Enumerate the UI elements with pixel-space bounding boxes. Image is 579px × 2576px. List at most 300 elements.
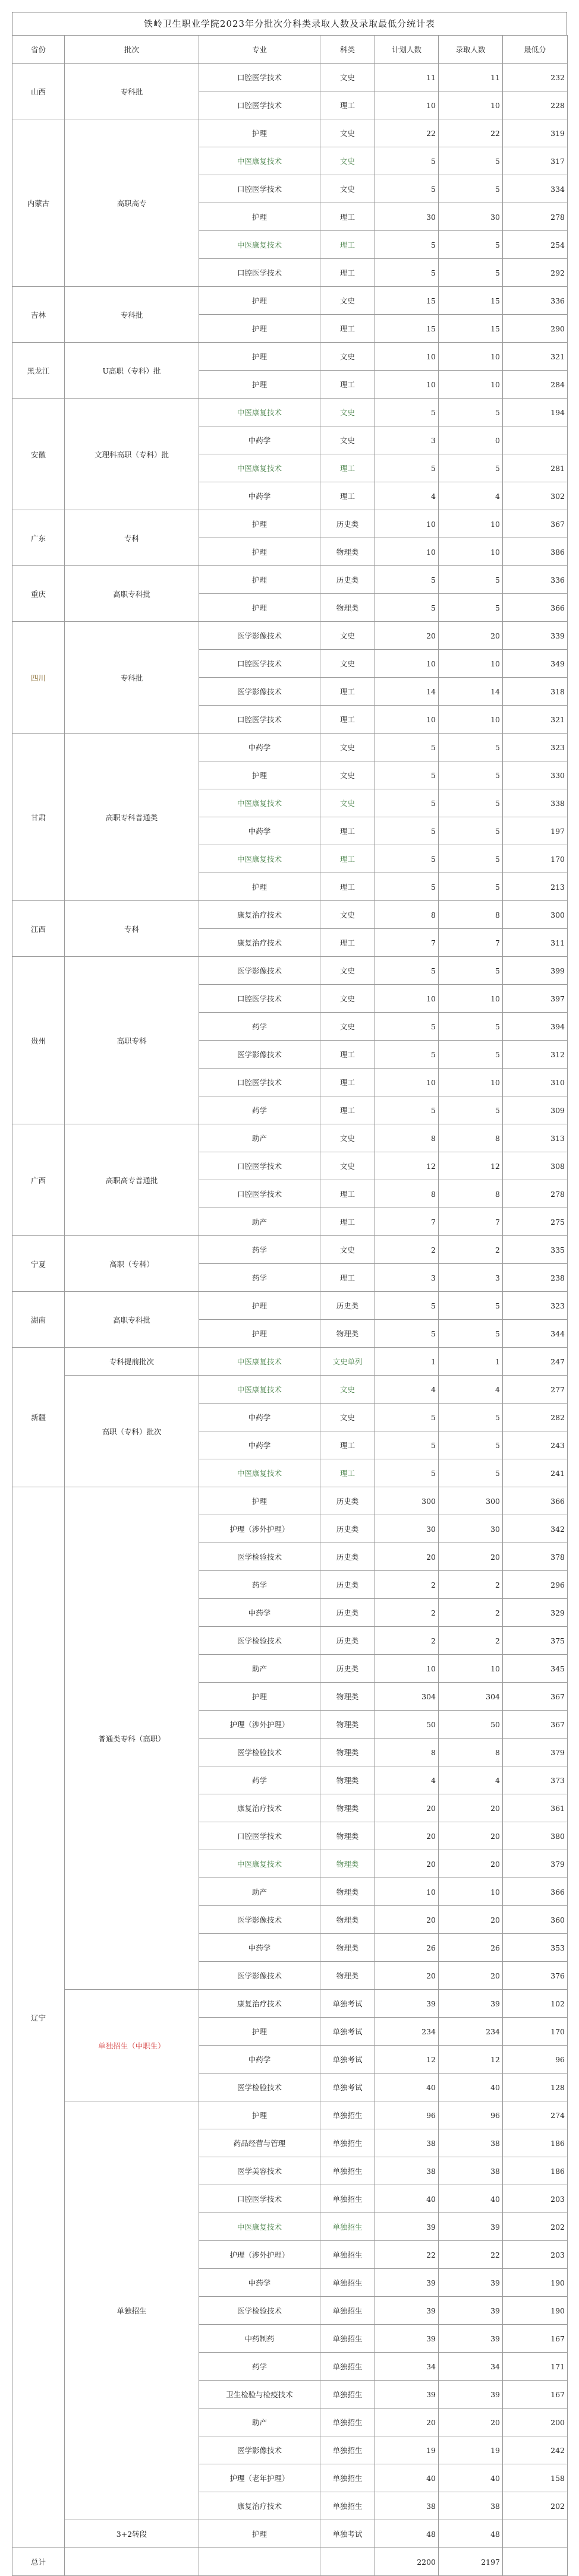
min-score-cell: 96 [503,2046,568,2074]
plan-count-cell: 7 [375,1208,439,1236]
category-cell: 文史 [320,985,375,1013]
plan-count-cell: 5 [375,175,439,203]
admitted-count-cell: 8 [439,1180,503,1208]
admitted-count-cell: 40 [439,2464,503,2492]
major-cell: 中药学 [199,734,320,761]
min-score-cell: 349 [503,650,568,678]
admitted-count-cell: 96 [439,2101,503,2129]
plan-count-cell: 5 [375,231,439,259]
category-cell: 单独招生 [320,2269,375,2297]
admitted-count-cell: 5 [439,1320,503,1348]
plan-count-cell: 20 [375,1543,439,1571]
plan-count-cell: 8 [375,1124,439,1152]
admitted-count-cell: 5 [439,1292,503,1320]
major-cell: 医学检验技术 [199,1543,320,1571]
plan-count-cell: 10 [375,1878,439,1906]
major-cell: 口腔医学技术 [199,2185,320,2213]
min-score-cell: 128 [503,2074,568,2101]
plan-count-cell: 5 [375,566,439,594]
major-cell: 口腔医学技术 [199,1152,320,1180]
min-score-cell: 300 [503,901,568,929]
category-cell: 理工 [320,1264,375,1292]
major-cell: 中医康复技术 [199,845,320,873]
admitted-count-cell: 50 [439,1711,503,1739]
plan-count-cell: 5 [375,734,439,761]
category-cell: 物理类 [320,1711,375,1739]
category-cell: 历史类 [320,1627,375,1655]
plan-count-cell: 5 [375,761,439,789]
plan-count-cell: 39 [375,2213,439,2241]
major-cell: 护理 [199,1292,320,1320]
plan-count-cell: 38 [375,2492,439,2520]
plan-count-cell: 39 [375,2297,439,2325]
plan-count-cell: 5 [375,399,439,426]
min-score-cell: 277 [503,1376,568,1404]
min-score-cell: 321 [503,343,568,371]
category-cell: 历史类 [320,510,375,538]
major-cell: 康复治疗技术 [199,1990,320,2018]
batch-cell: 专科批 [65,287,199,343]
admitted-count-cell: 10 [439,538,503,566]
admitted-count-cell: 38 [439,2157,503,2185]
admitted-count-cell: 5 [439,1013,503,1041]
min-score-cell: 238 [503,1264,568,1292]
min-score-cell: 317 [503,147,568,175]
major-cell: 口腔医学技术 [199,650,320,678]
major-cell: 卫生检验与检疫技术 [199,2381,320,2409]
major-cell: 口腔医学技术 [199,1180,320,1208]
category-cell: 物理类 [320,1906,375,1934]
min-score-cell: 190 [503,2297,568,2325]
min-score-cell: 200 [503,2409,568,2436]
table-row [12,734,568,761]
min-score-cell: 323 [503,734,568,761]
major-cell: 护理 [199,371,320,399]
total-empty-cell [199,2548,320,2576]
min-score-cell: 282 [503,1404,568,1431]
admitted-count-cell: 10 [439,510,503,538]
admitted-count-cell: 0 [439,426,503,454]
min-score-cell: 361 [503,1794,568,1822]
plan-count-cell: 5 [375,1292,439,1320]
min-score-cell: 397 [503,985,568,1013]
major-cell: 口腔医学技术 [199,985,320,1013]
admitted-count-cell: 22 [439,2241,503,2269]
category-cell: 理工 [320,678,375,706]
min-score-cell: 399 [503,957,568,985]
plan-count-cell: 14 [375,678,439,706]
table-row [12,2520,568,2548]
plan-count-cell: 3 [375,426,439,454]
category-cell: 单独招生 [320,2464,375,2492]
plan-count-cell: 22 [375,2241,439,2269]
major-cell: 护理（老年护理） [199,2464,320,2492]
major-cell: 口腔医学技术 [199,259,320,287]
province-cell: 吉林 [12,287,65,343]
plan-count-cell: 2 [375,1599,439,1627]
plan-count-cell: 5 [375,1459,439,1487]
major-cell: 中药学 [199,1404,320,1431]
min-score-cell: 243 [503,1431,568,1459]
category-cell: 文史 [320,622,375,650]
total-empty-cell [503,2548,568,2576]
plan-count-cell: 10 [375,985,439,1013]
min-score-cell: 310 [503,1069,568,1096]
min-score-cell: 379 [503,1739,568,1766]
category-cell: 物理类 [320,1822,375,1850]
admitted-count-cell: 5 [439,1096,503,1124]
plan-count-cell: 5 [375,789,439,817]
min-score-cell: 242 [503,2436,568,2464]
category-cell: 单独考试 [320,1990,375,2018]
category-cell: 理工 [320,203,375,231]
admitted-count-cell: 20 [439,1962,503,1990]
plan-count-cell: 5 [375,1013,439,1041]
category-cell: 理工 [320,1041,375,1069]
header-category: 科类 [320,36,375,64]
table-row [12,343,568,371]
category-cell: 物理类 [320,1683,375,1711]
min-score-cell: 232 [503,64,568,91]
admitted-count-cell: 5 [439,734,503,761]
plan-count-cell: 4 [375,1376,439,1404]
min-score-cell: 202 [503,2492,568,2520]
min-score-cell: 213 [503,873,568,901]
table-row [12,1376,568,1404]
province-cell: 贵州 [12,957,65,1124]
min-score-cell: 380 [503,1822,568,1850]
province-cell: 内蒙古 [12,119,65,287]
admitted-count-cell: 10 [439,706,503,734]
major-cell: 中药学 [199,2046,320,2074]
admitted-count-cell: 26 [439,1934,503,1962]
major-cell: 护理 [199,343,320,371]
admitted-count-cell: 10 [439,371,503,399]
admitted-count-cell: 40 [439,2185,503,2213]
plan-count-cell: 12 [375,2046,439,2074]
min-score-cell: 353 [503,1934,568,1962]
header-province: 省份 [12,36,65,64]
category-cell: 历史类 [320,566,375,594]
plan-count-cell: 39 [375,1990,439,2018]
admitted-count-cell: 40 [439,2074,503,2101]
major-cell: 中药学 [199,426,320,454]
batch-cell: 高职专科普通类 [65,734,199,901]
admitted-count-cell: 5 [439,454,503,482]
admitted-count-cell: 5 [439,566,503,594]
category-cell: 理工 [320,315,375,343]
min-score-cell: 367 [503,1683,568,1711]
admitted-count-cell: 5 [439,957,503,985]
min-score-cell: 296 [503,1571,568,1599]
major-cell: 医学影像技术 [199,957,320,985]
admitted-count-cell: 20 [439,1850,503,1878]
admitted-count-cell: 20 [439,2409,503,2436]
admitted-count-cell: 5 [439,789,503,817]
plan-count-cell: 39 [375,2381,439,2409]
category-cell: 文史 [320,789,375,817]
category-cell: 理工 [320,929,375,957]
batch-cell: 文理科高职（专科）批 [65,399,199,510]
min-score-cell: 302 [503,482,568,510]
major-cell: 医学影像技术 [199,622,320,650]
table-row [12,399,568,426]
plan-count-cell: 5 [375,1096,439,1124]
province-cell: 黑龙江 [12,343,65,399]
min-score-cell: 375 [503,1627,568,1655]
admitted-count-cell: 5 [439,1431,503,1459]
min-score-cell: 336 [503,287,568,315]
major-cell: 中药学 [199,1599,320,1627]
header-batch: 批次 [65,36,199,64]
category-cell: 单独招生 [320,2492,375,2520]
plan-count-cell: 40 [375,2074,439,2101]
category-cell: 文史 [320,175,375,203]
table-row [12,64,568,91]
min-score-cell: 194 [503,399,568,426]
category-cell: 单独考试 [320,2046,375,2074]
category-cell: 物理类 [320,1766,375,1794]
admitted-count-cell: 5 [439,1404,503,1431]
min-score-cell: 247 [503,1348,568,1376]
category-cell: 物理类 [320,1962,375,1990]
min-score-cell: 309 [503,1096,568,1124]
category-cell: 文史 [320,761,375,789]
plan-count-cell: 15 [375,315,439,343]
admitted-count-cell: 304 [439,1683,503,1711]
category-cell: 文史 [320,399,375,426]
header-min-score: 最低分 [503,36,568,64]
major-cell: 药学 [199,1571,320,1599]
major-cell: 医学影像技术 [199,2436,320,2464]
province-cell: 山西 [12,64,65,119]
batch-cell: 专科批 [65,64,199,119]
admitted-count-cell: 10 [439,1069,503,1096]
header-plan-count: 计划人数 [375,36,439,64]
category-cell: 历史类 [320,1655,375,1683]
major-cell: 护理（涉外护理） [199,2241,320,2269]
min-score-cell: 376 [503,1962,568,1990]
plan-count-cell: 10 [375,343,439,371]
category-cell: 文史 [320,1236,375,1264]
major-cell: 药品经营与管理 [199,2129,320,2157]
major-cell: 护理 [199,203,320,231]
major-cell: 康复治疗技术 [199,1794,320,1822]
plan-count-cell: 234 [375,2018,439,2046]
province-cell: 广西 [12,1124,65,1236]
category-cell: 历史类 [320,1487,375,1515]
category-cell: 物理类 [320,594,375,622]
admitted-count-cell: 39 [439,2381,503,2409]
major-cell: 护理 [199,1320,320,1348]
admitted-count-cell: 5 [439,1459,503,1487]
admitted-count-cell: 39 [439,2297,503,2325]
batch-cell: 专科 [65,901,199,957]
batch-cell: 高职专科批 [65,566,199,622]
category-cell: 单独招生 [320,2129,375,2157]
province-cell: 重庆 [12,566,65,622]
plan-count-cell: 5 [375,259,439,287]
admitted-count-cell: 2 [439,1236,503,1264]
category-cell: 单独招生 [320,2409,375,2436]
major-cell: 康复治疗技术 [199,2492,320,2520]
admitted-count-cell: 14 [439,678,503,706]
min-score-cell: 274 [503,2101,568,2129]
min-score-cell: 203 [503,2185,568,2213]
min-score-cell: 335 [503,1236,568,1264]
major-cell: 助产 [199,1878,320,1906]
min-score-cell: 278 [503,203,568,231]
admitted-count-cell: 20 [439,622,503,650]
admitted-count-cell: 5 [439,845,503,873]
category-cell: 物理类 [320,1320,375,1348]
table-row [12,1236,568,1264]
min-score-cell: 202 [503,2213,568,2241]
min-score-cell: 338 [503,789,568,817]
table-row [12,1292,568,1320]
min-score-cell: 342 [503,1515,568,1543]
major-cell: 中药学 [199,817,320,845]
province-cell: 江西 [12,901,65,957]
major-cell: 助产 [199,2409,320,2436]
province-cell: 新疆 [12,1348,65,1487]
admitted-count-cell: 300 [439,1487,503,1515]
plan-count-cell: 7 [375,929,439,957]
major-cell: 医学检验技术 [199,2297,320,2325]
admitted-count-cell: 4 [439,1376,503,1404]
table-row [12,287,568,315]
category-cell: 理工 [320,845,375,873]
plan-count-cell: 3 [375,1264,439,1292]
province-cell: 辽宁 [12,1487,65,2548]
table-row [12,901,568,929]
category-cell: 文史 [320,650,375,678]
min-score-cell: 373 [503,1766,568,1794]
min-score-cell: 339 [503,622,568,650]
category-cell: 文史 [320,343,375,371]
plan-count-cell: 34 [375,2353,439,2381]
major-cell: 中医康复技术 [199,147,320,175]
min-score-cell: 318 [503,678,568,706]
major-cell: 中医康复技术 [199,1459,320,1487]
category-cell: 单独招生 [320,2157,375,2185]
major-cell: 医学影像技术 [199,1962,320,1990]
plan-count-cell: 26 [375,1934,439,1962]
category-cell: 理工 [320,259,375,287]
admitted-count-cell: 38 [439,2492,503,2520]
table-row [12,2101,568,2129]
min-score-cell: 367 [503,510,568,538]
major-cell: 口腔医学技术 [199,1069,320,1096]
category-cell: 文史 [320,426,375,454]
province-cell: 湖南 [12,1292,65,1348]
plan-count-cell: 2 [375,1236,439,1264]
category-cell: 文史 [320,1404,375,1431]
header-major: 专业 [199,36,320,64]
plan-count-cell: 20 [375,622,439,650]
major-cell: 中药学 [199,482,320,510]
min-score-cell: 186 [503,2157,568,2185]
plan-count-cell: 40 [375,2464,439,2492]
major-cell: 护理（涉外护理） [199,1711,320,1739]
plan-count-cell: 5 [375,1041,439,1069]
total-empty-cell [65,2548,199,2576]
plan-count-cell: 5 [375,845,439,873]
table-row [12,622,568,650]
admitted-count-cell: 12 [439,1152,503,1180]
major-cell: 助产 [199,1208,320,1236]
admitted-count-cell: 7 [439,1208,503,1236]
admitted-count-cell: 48 [439,2520,503,2548]
document-page [12,12,567,2576]
table-footer [12,2548,568,2576]
category-cell: 单独招生 [320,2101,375,2129]
category-cell: 物理类 [320,1794,375,1822]
major-cell: 护理 [199,1487,320,1515]
admitted-count-cell: 5 [439,231,503,259]
major-cell: 康复治疗技术 [199,901,320,929]
min-score-cell: 170 [503,2018,568,2046]
table-body [12,64,568,2548]
major-cell: 中医康复技术 [199,1850,320,1878]
category-cell: 理工 [320,1459,375,1487]
header-admitted-count: 录取人数 [439,36,503,64]
plan-count-cell: 10 [375,1069,439,1096]
major-cell: 口腔医学技术 [199,1822,320,1850]
major-cell: 医学检验技术 [199,2074,320,2101]
category-cell: 单独考试 [320,2018,375,2046]
plan-count-cell: 20 [375,1962,439,1990]
min-score-cell: 334 [503,175,568,203]
batch-cell: 专科 [65,510,199,566]
batch-cell: 单独招生 [65,2101,199,2520]
min-score-cell: 311 [503,929,568,957]
plan-count-cell: 19 [375,2436,439,2464]
plan-count-cell: 300 [375,1487,439,1515]
admission-table [12,35,568,2576]
admitted-count-cell: 3 [439,1264,503,1292]
min-score-cell: 254 [503,231,568,259]
category-cell: 理工 [320,706,375,734]
plan-count-cell: 20 [375,1906,439,1934]
min-score-cell: 275 [503,1208,568,1236]
major-cell: 口腔医学技术 [199,706,320,734]
major-cell: 护理 [199,761,320,789]
admitted-count-cell: 15 [439,315,503,343]
province-cell: 四川 [12,622,65,734]
table-row [12,510,568,538]
admitted-count-cell: 39 [439,2213,503,2241]
plan-count-cell: 20 [375,1850,439,1878]
min-score-cell: 281 [503,454,568,482]
min-score-cell: 292 [503,259,568,287]
province-cell: 甘肃 [12,734,65,901]
major-cell: 药学 [199,1096,320,1124]
plan-count-cell: 10 [375,650,439,678]
min-score-cell: 321 [503,706,568,734]
category-cell: 理工 [320,91,375,119]
table-title: 铁岭卫生职业学院2023年分批次分科类录取人数及录取最低分统计表 [12,12,567,35]
category-cell: 物理类 [320,538,375,566]
major-cell: 口腔医学技术 [199,91,320,119]
major-cell: 中药制药 [199,2325,320,2353]
admitted-count-cell: 4 [439,1766,503,1794]
total-admitted: 2197 [439,2548,503,2576]
plan-count-cell: 10 [375,91,439,119]
min-score-cell: 186 [503,2129,568,2157]
plan-count-cell: 5 [375,594,439,622]
plan-count-cell: 96 [375,2101,439,2129]
